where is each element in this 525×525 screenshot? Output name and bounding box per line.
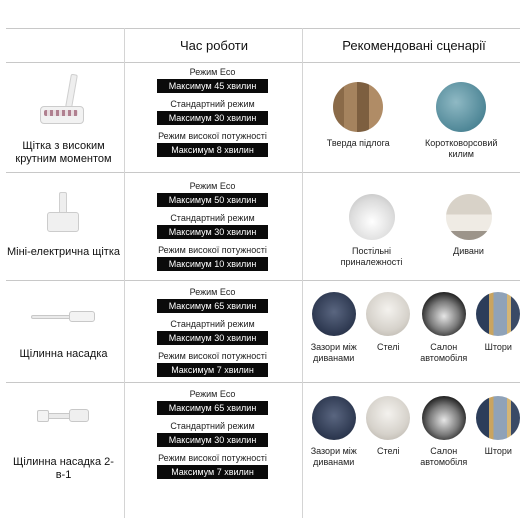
crevice-tool-2in1-image — [37, 406, 91, 426]
scenario-item — [416, 396, 472, 468]
curtains-image — [476, 292, 520, 336]
mode-name: Режим високої потужності — [158, 453, 267, 463]
tool-cell — [6, 406, 121, 482]
scenario-item — [364, 292, 412, 364]
scenario-label: Тверда підлога — [326, 138, 390, 148]
scenario-item — [416, 292, 472, 364]
tool-cell — [6, 72, 121, 166]
mode-name: Режим Eco — [189, 67, 236, 77]
tool-name: Щітка з високим крутним моментом — [15, 140, 112, 165]
scenarios-cell — [303, 82, 525, 160]
mode-runtime: Максимум 7 хвилин — [157, 363, 268, 377]
mode-runtime: Максимум 30 хвилин — [157, 225, 268, 239]
table-row — [0, 172, 525, 280]
mode-runtime: Максимум 7 хвилин — [157, 465, 268, 479]
mode-runtime: Максимум 30 хвилин — [157, 111, 268, 125]
short-pile-carpet-image — [436, 82, 486, 132]
scenario-item — [364, 396, 412, 468]
mode-name: Режим високої потужності — [158, 351, 267, 361]
mode-runtime: Максимум 45 хвилин — [157, 79, 268, 93]
ceiling-image — [366, 396, 410, 440]
scenario-label: Стелі — [377, 342, 400, 352]
scenario-label: Зазори між диванами — [310, 342, 357, 363]
scenario-item — [327, 82, 390, 160]
scenario-label: Штори — [484, 342, 512, 352]
modes-cell — [150, 66, 275, 162]
scenario-label: Салон автомобіля — [420, 342, 468, 363]
mode-name: Стандартний режим — [170, 319, 255, 329]
scenario-item — [307, 396, 361, 468]
hard-floor-image — [333, 82, 383, 132]
sofa-gaps-image — [312, 396, 356, 440]
scenario-label: Коротковорсовий килим — [425, 138, 498, 159]
scenario-label: Стелі — [377, 446, 400, 456]
car-interior-image — [422, 292, 466, 336]
mini-electric-brush-image — [44, 192, 84, 236]
mode-name: Режим Eco — [189, 389, 236, 399]
scenario-item — [446, 194, 492, 268]
mode-runtime: Максимум 30 хвилин — [157, 433, 268, 447]
car-interior-image — [422, 396, 466, 440]
mode-name: Режим Eco — [189, 181, 236, 191]
table-top-line — [6, 28, 520, 29]
high-torque-brush-image — [34, 72, 94, 134]
scenario-item — [421, 82, 501, 160]
table-row — [0, 280, 525, 382]
sofa-gaps-image — [312, 292, 356, 336]
scenario-item — [337, 194, 407, 268]
scenario-label: Постільні приналежності — [340, 246, 403, 267]
crevice-tool-image — [31, 310, 97, 324]
mode-name: Режим високої потужності — [158, 131, 267, 141]
tool-cell — [6, 192, 121, 259]
mode-name: Режим Eco — [189, 287, 236, 297]
scenarios-cell — [303, 292, 525, 364]
mode-name: Режим високої потужності — [158, 245, 267, 255]
scenarios-cell — [303, 396, 525, 468]
scenario-item — [475, 292, 521, 364]
mode-name: Стандартний режим — [170, 99, 255, 109]
scenarios-cell — [303, 194, 525, 268]
scenario-label: Штори — [484, 446, 512, 456]
tool-name: Міні-електрична щітка — [7, 246, 120, 258]
scenario-label: Дивани — [453, 246, 484, 256]
scenario-label: Салон автомобіля — [420, 446, 468, 467]
header-scenarios: Рекомендовані сценарії — [342, 37, 486, 53]
table-row — [0, 382, 525, 518]
scenario-item — [307, 292, 361, 364]
modes-cell — [150, 286, 275, 382]
modes-cell — [150, 388, 275, 484]
scenario-item — [475, 396, 521, 468]
mode-name: Стандартний режим — [170, 421, 255, 431]
header-time: Час роботи — [179, 37, 249, 53]
ceiling-image — [366, 292, 410, 336]
mode-runtime: Максимум 30 хвилин — [157, 331, 268, 345]
modes-cell — [150, 180, 275, 276]
tool-name: Щілинна насадка 2-в-1 — [13, 456, 114, 481]
mode-runtime: Максимум 8 хвилин — [157, 143, 268, 157]
mode-runtime: Максимум 50 хвилин — [157, 193, 268, 207]
mode-runtime: Максимум 65 хвилин — [157, 299, 268, 313]
tool-name: Щілинна насадка — [19, 348, 108, 360]
sofa-image — [446, 194, 492, 240]
tool-cell — [6, 310, 121, 361]
mode-runtime: Максимум 10 хвилин — [157, 257, 268, 271]
mode-name: Стандартний режим — [170, 213, 255, 223]
table-row — [0, 62, 525, 172]
curtains-image — [476, 396, 520, 440]
bedding-image — [349, 194, 395, 240]
mode-runtime: Максимум 65 хвилин — [157, 401, 268, 415]
scenario-label: Зазори між диванами — [310, 446, 357, 467]
